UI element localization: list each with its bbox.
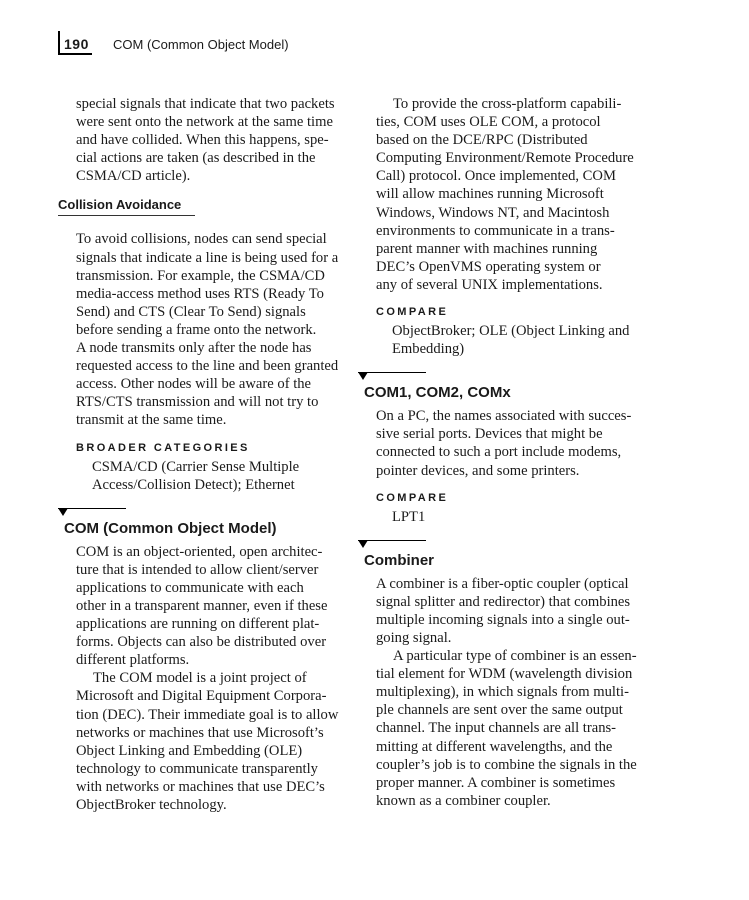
- header-vertical-rule: [58, 31, 60, 53]
- text-line: Embedding): [392, 341, 465, 358]
- text-line: RTS/CTS transmission and will not try to: [76, 394, 319, 411]
- compare-list: [358, 322, 648, 358]
- page-number: 190: [64, 36, 89, 52]
- text-line: sive serial ports. Devices that might be: [376, 426, 603, 443]
- compare-label: COMPARE: [376, 306, 449, 319]
- text-line: special signals that indicate that two packets: [76, 96, 335, 112]
- com-paragraph-2: [58, 669, 348, 814]
- triangle-marker-icon: [58, 508, 68, 516]
- text-line: transmit at the same time.: [76, 412, 227, 429]
- text-line: On a PC, the names associated with succes-: [376, 408, 632, 425]
- text-line: pointer devices, and some printers.: [376, 462, 580, 479]
- text-line: different platforms.: [76, 652, 190, 669]
- text-line: DEC’s OpenVMS operating system or: [376, 258, 601, 275]
- com-ports-entry-title: COM1, COM2, COMx: [364, 384, 511, 402]
- text-line: Windows, Windows NT, and Macintosh: [376, 204, 610, 221]
- compare-list: [358, 508, 648, 526]
- text-line: were sent onto the network at the same time: [76, 114, 333, 131]
- intro-paragraph: [58, 95, 348, 185]
- entry-rule: [358, 540, 426, 541]
- text-line: To provide the cross-platform capabili-: [393, 96, 622, 112]
- text-line: mitting at different wavelengths, and the: [376, 738, 613, 755]
- text-line: media-access method uses RTS (Ready To: [76, 285, 324, 302]
- text-line: A node transmits only after the node has: [76, 340, 312, 357]
- text-line: ture that is intended to allow client/server: [76, 561, 319, 578]
- entry-rule: [358, 372, 426, 373]
- text-line: cial actions are taken (as described in the: [76, 150, 316, 167]
- com-ports-paragraph: [358, 407, 648, 479]
- combiner-paragraph-1: [358, 575, 648, 647]
- text-line: To avoid collisions, nodes can send special: [76, 231, 327, 248]
- text-line: networks or machines that use Microsoft’s: [76, 724, 324, 741]
- entry-marker: [58, 508, 348, 520]
- text-line: access. Other nodes will be aware of the: [76, 376, 312, 393]
- entry-marker: [358, 372, 648, 384]
- left-column: [58, 95, 348, 814]
- text-line: signal splitter and redirector) that combines: [376, 593, 631, 610]
- entry-marker: [358, 540, 648, 552]
- entry-rule: [58, 508, 126, 509]
- text-line: proper manner. A combiner is sometimes: [376, 774, 616, 791]
- text-line: CSMA/CD article).: [76, 168, 191, 185]
- right-column: [358, 95, 648, 810]
- text-line: Microsoft and Digital Equipment Corpora-: [76, 688, 327, 705]
- text-line: and have collided. When this happens, spe-: [76, 132, 329, 149]
- text-line: LPT1: [392, 508, 426, 525]
- text-line: Send) and CTS (Clear To Send) signals: [76, 303, 306, 320]
- collision-avoidance-paragraph: [58, 230, 348, 429]
- text-line: Access/Collision Detect); Ethernet: [92, 476, 295, 493]
- com-entry-title: COM (Common Object Model): [64, 519, 277, 537]
- text-line: signals that indicate a line is being used for a: [76, 249, 339, 266]
- text-line: tial element for WDM (wavelength division: [376, 666, 633, 683]
- text-line: channel. The input channels are all trans-: [376, 720, 617, 737]
- triangle-marker-icon: [358, 372, 368, 380]
- text-line: before sending a frame onto the network.: [76, 321, 317, 338]
- text-line: applications to communicate with each: [76, 579, 304, 596]
- combiner-entry-title: Combiner: [364, 551, 435, 569]
- text-line: with networks or machines that use DEC’s: [76, 778, 325, 795]
- text-line: ties, COM uses OLE COM, a protocol: [376, 114, 601, 131]
- triangle-marker-icon: [358, 540, 368, 548]
- text-line: multiplexing), in which signals from multi-: [376, 684, 629, 701]
- text-line: environments to communicate in a trans-: [376, 222, 615, 239]
- text-line: A particular type of combiner is an essen-: [393, 648, 637, 665]
- text-line: any of several UNIX implementations.: [376, 276, 603, 293]
- collision-avoidance-heading: Collision Avoidance: [58, 197, 195, 216]
- text-line: The COM model is a joint project of: [93, 670, 307, 687]
- combiner-paragraph-2: [358, 647, 648, 810]
- text-line: forms. Objects can also be distributed over: [76, 634, 327, 651]
- text-line: going signal.: [376, 629, 452, 646]
- text-line: Call) protocol. Once implemented, COM: [376, 168, 616, 185]
- text-line: technology to communicate transparently: [76, 760, 318, 777]
- text-line: A combiner is a fiber-optic coupler (optical: [376, 575, 629, 592]
- text-line: ObjectBroker; OLE (Object Linking and: [392, 323, 630, 340]
- text-line: COM is an object-oriented, open architec-: [76, 543, 323, 560]
- text-line: applications are running on different plat-: [76, 616, 320, 633]
- text-line: parent manner with machines running: [376, 240, 598, 257]
- text-line: multiple incoming signals into a single out-: [376, 611, 630, 628]
- text-line: requested access to the line and been granted: [76, 358, 339, 375]
- text-line: other in a transparent manner, even if these: [76, 597, 328, 614]
- header-horizontal-rule: [58, 53, 92, 55]
- text-line: will allow machines running Microsoft: [376, 186, 604, 203]
- text-line: connected to such a port include modems,: [376, 444, 622, 461]
- com-paragraph-1: [58, 543, 348, 670]
- text-line: Object Linking and Embedding (OLE): [76, 742, 303, 759]
- text-line: ObjectBroker technology.: [76, 797, 227, 813]
- text-line: based on the DCE/RPC (Distributed: [376, 132, 588, 149]
- text-line: CSMA/CD (Carrier Sense Multiple: [92, 458, 300, 475]
- compare-label: COMPARE: [376, 491, 449, 504]
- broader-categories-label: BROADER CATEGORIES: [76, 441, 250, 454]
- text-line: coupler’s job is to combine the signals in the: [376, 756, 637, 773]
- running-head: COM (Common Object Model): [113, 37, 289, 52]
- text-line: transmission. For example, the CSMA/CD: [76, 267, 325, 284]
- text-line: ple channels are sent over the same output: [376, 702, 623, 719]
- text-line: tion (DEC). Their immediate goal is to allow: [76, 706, 339, 723]
- text-line: Computing Environment/Remote Procedure: [376, 150, 634, 167]
- broader-categories-list: [58, 458, 348, 494]
- com-continued-paragraph: [358, 95, 648, 294]
- text-line: known as a combiner coupler.: [376, 792, 551, 809]
